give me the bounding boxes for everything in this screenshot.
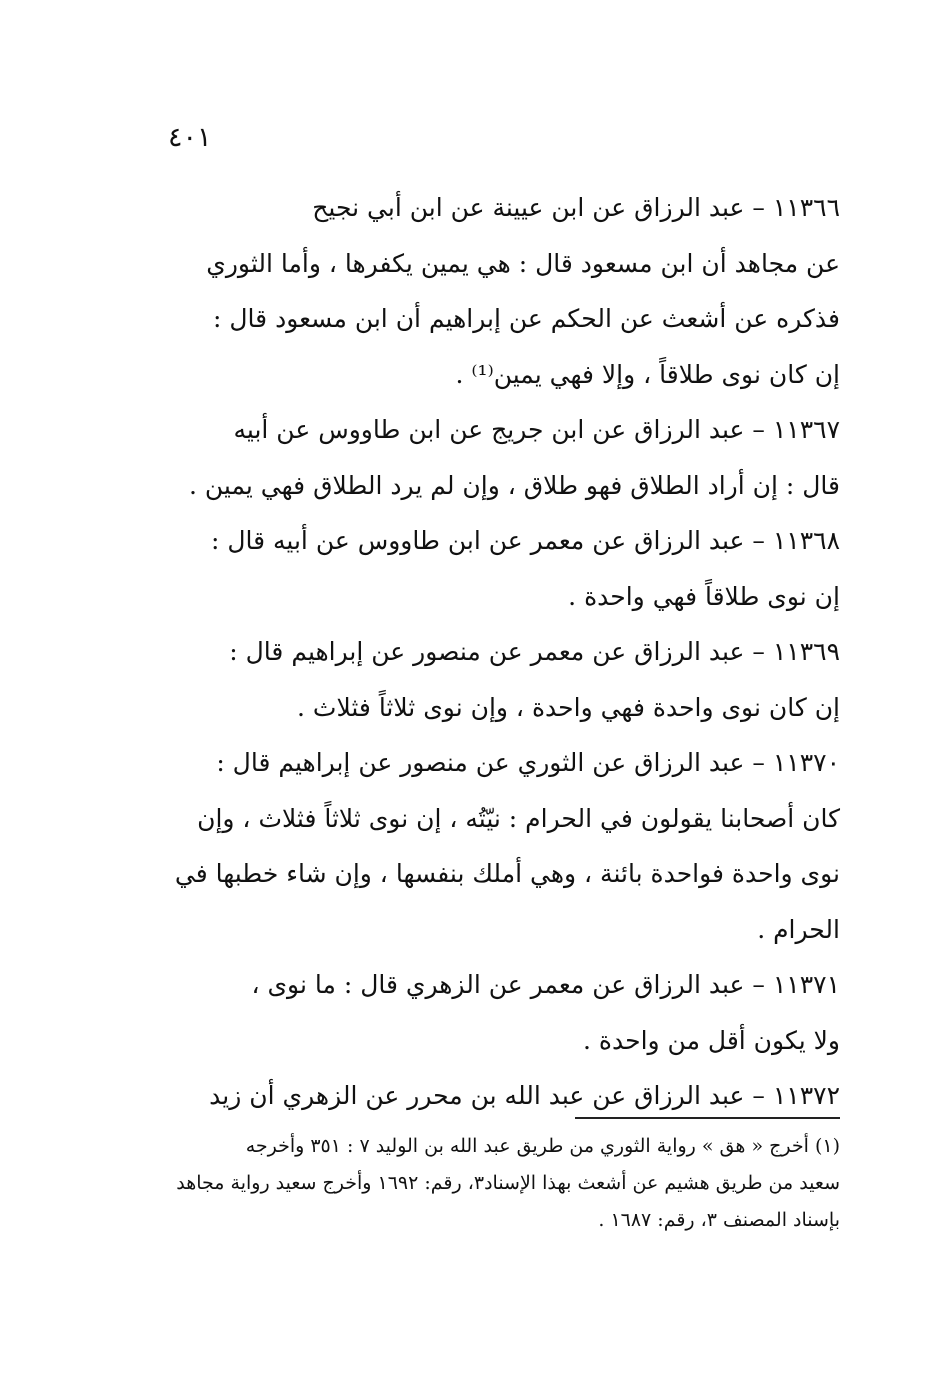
hadith-11369: ١١٣٦٩ – عبد الرزاق عن معمر عن منصور عن إبراهيم قال : إن كان نوى واحدة فهي واحدة ، وإن نوى ثلاثاً فثلاث . bbox=[229, 637, 840, 722]
main-text bbox=[166, 180, 840, 1124]
hadith-11368: ١١٣٦٨ – عبد الرزاق عن معمر عن ابن طاووس عن أبيه قال : إن نوى طلاقاً فهي واحدة . bbox=[210, 526, 840, 611]
hadith-11371: ١١٣٧١ – عبد الرزاق عن معمر عن الزهري قال : ما نوى ، ولا يكون أقل من واحدة . bbox=[251, 970, 840, 1055]
hadith-11370: ١١٣٧٠ – عبد الرزاق عن الثوري عن منصور عن إبراهيم قال : كان أصحابنا يقولون في الحرام : نيّتُه ، إن نوى ثلاثاً فثلاث ، وإن نوى واحدة فواحدة بائنة ، وهي أملك بنفسها ، وإن شاء خطبها في الحرام . bbox=[174, 748, 840, 944]
hadith-11367: ١١٣٦٧ – عبد الرزاق عن ابن جريج عن ابن طاووس عن أبيه قال : إن أراد الطلاق فهو طلاق ، وإن لم يرد الطلاق فهي يمين . bbox=[188, 415, 840, 500]
hadith-11366: ١١٣٦٦ – عبد الرزاق عن ابن عيينة عن ابن أبي نجيح عن مجاهد أن ابن مسعود قال : هي يمين يكفرها ، وأما الثوري فذكره عن أشعث عن الحكم عن إبراهيم أن ابن مسعود قال : إن كان نوى طلاقاً ، وإلا فهي يمين⁽¹⁾ . bbox=[206, 193, 840, 389]
page-number: ٤٠١ bbox=[168, 122, 212, 153]
hadith-11372: ١١٣٧٢ – عبد الرزاق عن عبد الله بن محرر عن الزهري أن زيد bbox=[209, 1081, 840, 1110]
footnote-divider bbox=[575, 1117, 840, 1119]
footnote-1: (١) أخرج « هق » رواية الثوري من طريق عبد الله بن الوليد ٧ : ٣٥١ وأخرجه سعيد من طريق هشيم عن أشعث بهذا الإسناد٣، رقم: ١٦٩٢ وأخرج سعيد رواية مجاهد بإسناد المصنف ٣، رقم: ١٦٨٧ . bbox=[176, 1135, 840, 1231]
footnotes bbox=[166, 1128, 840, 1239]
